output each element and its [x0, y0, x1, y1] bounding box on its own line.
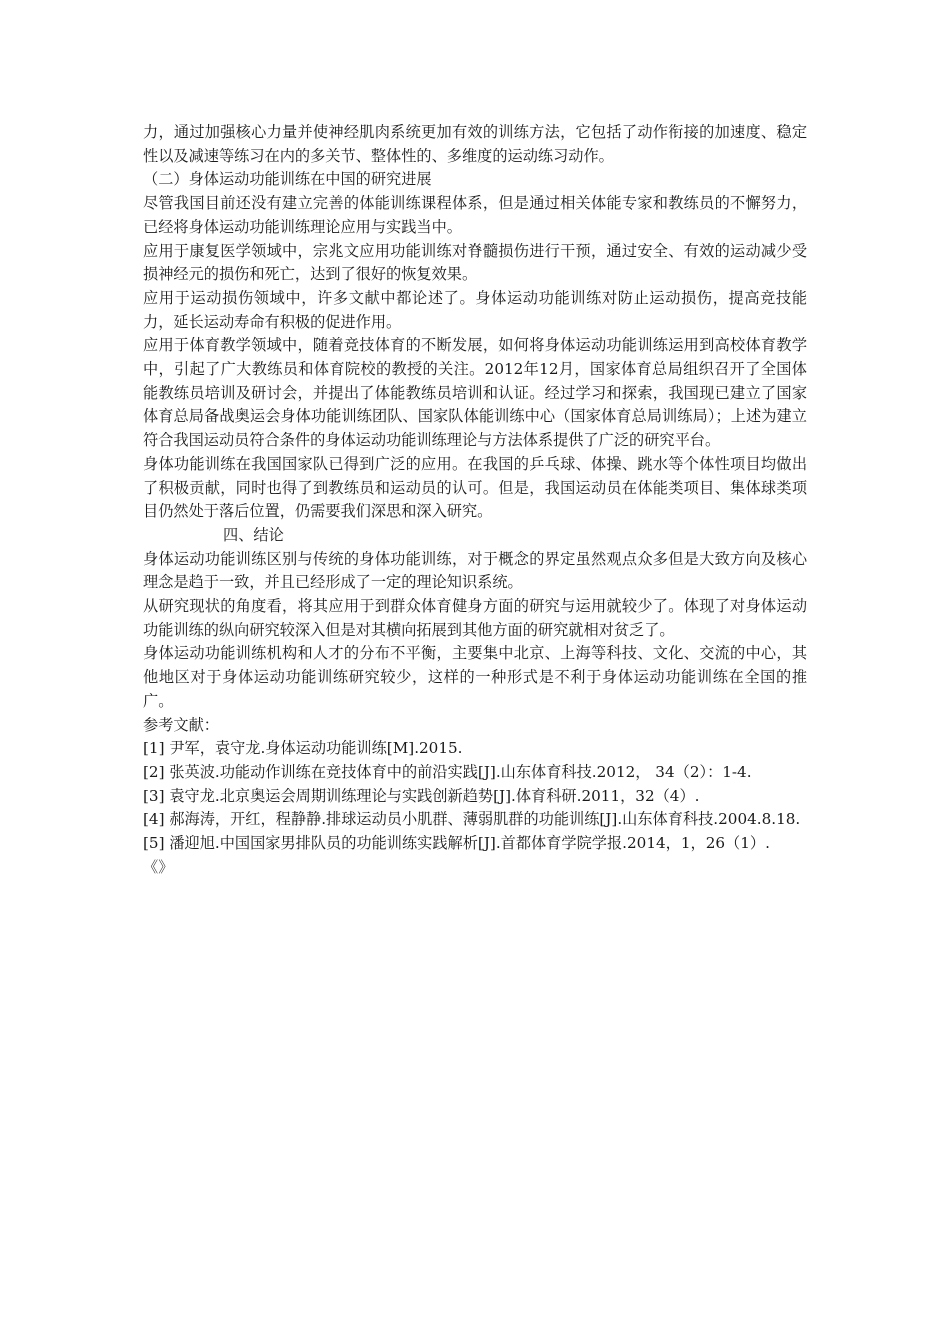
reference-item-5: [5] 潘迎旭.中国国家男排队员的功能训练实践解析[J].首都体育学院学报.2014，1，26（1）. [143, 834, 770, 853]
reference-item-1: [1] 尹军，袁守龙.身体运动功能训练[M].2015. [143, 739, 463, 758]
paragraph-core-strength-continuation: 力，通过加强核心力量并使神经肌肉系统更加有效的训练方法，它包括了动作衔接的加速度、稳定性以及减速等练习在内的多关节、整体性的、多维度的运动练习动作。 [143, 123, 807, 165]
paragraph-training-system: 尽管我国目前还没有建立完善的体能训练课程体系，但是通过相关体能专家和教练员的不懈努力，已经将身体运动功能训练理论应用与实践当中。 [143, 194, 807, 236]
paragraph-physical-education: 应用于体育教学领域中，随着竞技体育的不断发展，如何将身体运动功能训练运用到高校体育教学中，引起了广大教练员和体育院校的教授的关注。2012年12月，国家体育总局组织召开了全国体能教练员培训及研讨会，并提出了体能教练员培训和认证。经过学习和探索，我国现已建立了国家体育总局备战奥运会身体功能训练团队、国家队体能训练中心（国家体育总局训练局）；上述为建立符合我国运动员符合条件的身体运动功能训练理论与方法体系提供了广泛的研究平台。 [143, 336, 807, 450]
reference-trailing-mark: 《》 [143, 857, 174, 876]
document-body [143, 121, 807, 880]
paragraph-conclusion-research: 从研究现状的角度看，将其应用于到群众体育健身方面的研究与运用就较少了。体现了对身体运动功能训练的纵向研究较深入但是对其横向拓展到其他方面的研究就相对贫乏了。 [143, 597, 807, 639]
paragraph-conclusion-distribution: 身体运动功能训练机构和人才的分布不平衡，主要集中北京、上海等科技、文化、交流的中心，其他地区对于身体运动功能训练研究较少，这样的一种形式是不利于身体运动功能训练在全国的推广。 [143, 644, 807, 710]
paragraph-conclusion-concept: 身体运动功能训练区别与传统的身体功能训练，对于概念的界定虽然观点众多但是大致方向及核心理念是趋于一致，并且已经形成了一定的理论知识系统。 [143, 549, 807, 592]
paragraph-national-team: 身体功能训练在我国国家队已得到广泛的应用。在我国的乒乓球、体操、跳水等个体性项目均做出了积极贡献，同时也得了到教练员和运动员的认可。但是，我国运动员在体能类项目、集体球类项目仍然处于落后位置，仍需要我们深思和深入研究。 [143, 454, 807, 521]
reference-item-3: [3] 袁守龙.北京奥运会周期训练理论与实践创新趋势[J].体育科研.2011，32（4）. [143, 786, 700, 805]
paragraph-sports-injury: 应用于运动损伤领域中，许多文献中都论述了。身体运动功能训练对防止运动损伤，提高竞技能力，延长运动寿命有积极的促进作用。 [143, 288, 807, 331]
references-heading: 参考文献： [143, 715, 219, 734]
subsection-heading-china-progress: （二）身体运动功能训练在中国的研究进展 [143, 170, 432, 189]
section-heading-conclusion: 四、结论 [223, 525, 284, 544]
reference-item-2: [2] 张英波.功能动作训练在竞技体育中的前沿实践[J].山东体育科技.2012， 34（2）：1-4. [143, 762, 752, 781]
reference-item-4: [4] 郝海涛，开红，程静静.排球运动员小肌群、薄弱肌群的功能训练[J].山东体育科技.2004.8.18. [143, 810, 801, 829]
paragraph-rehabilitation: 应用于康复医学领域中，宗兆文应用功能训练对脊髓损伤进行干预，通过安全、有效的运动减少受损神经元的损伤和死亡，达到了很好的恢复效果。 [143, 241, 807, 284]
